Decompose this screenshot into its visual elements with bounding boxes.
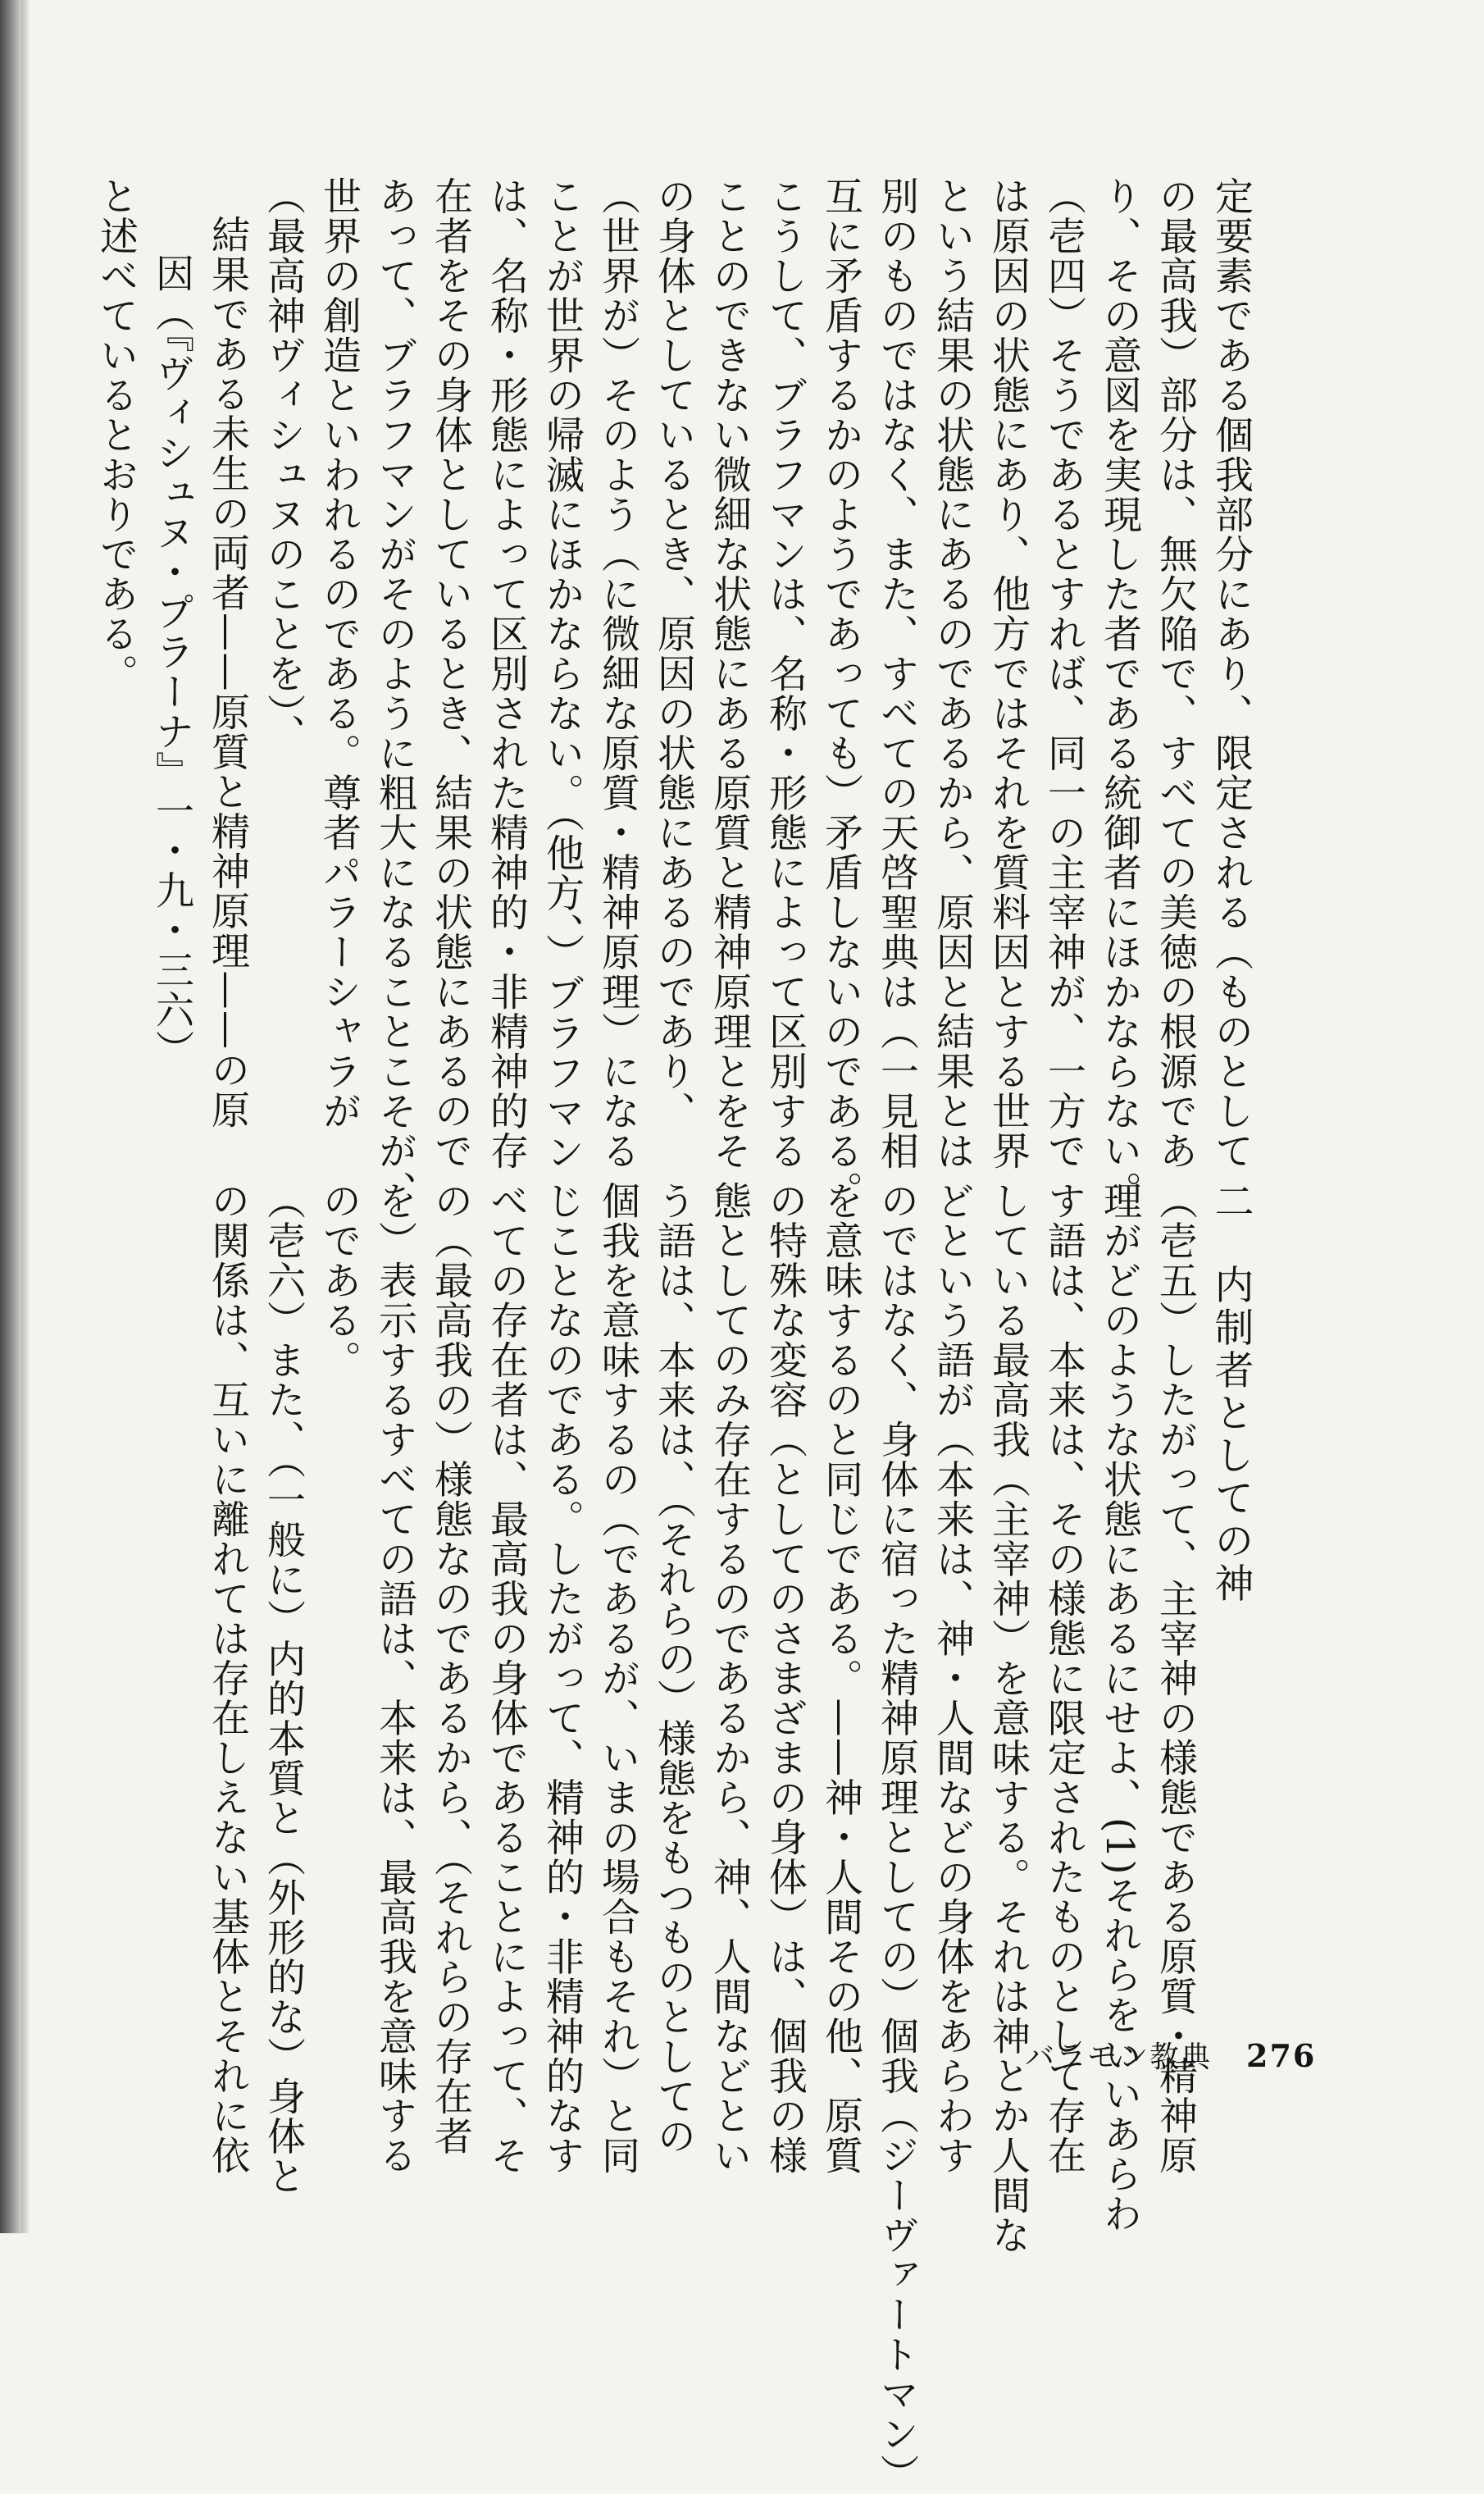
text-line: （壱六）また、（一般に）内的本質と（外形的な）身体と xyxy=(261,1181,306,2196)
text-line: という結果の状態にあるのであるから、原因と結果とは xyxy=(930,176,975,1171)
text-line: （壱四）そうであるとすれば、同一の主宰神が、一方で xyxy=(1041,176,1086,1171)
text-line: の関係は、互いに離れては存在しえない基体とそれに依 xyxy=(205,1181,250,2176)
book-binding-shadow xyxy=(0,0,21,2233)
text-line: のではなく、身体に宿った精神原理としての）個我（ジーヴァートマン） xyxy=(874,1181,919,2494)
text-line: 個我を意味するの（であるが、いまの場合もそれ）と同 xyxy=(595,1181,640,2176)
page-number: 276 xyxy=(1246,2037,1317,2074)
text-line: を意味するのと同じである。——神・人間その他、原質 xyxy=(818,1181,863,2176)
text-line: 定要素である個我部分にあり、限定される（ものとして xyxy=(1209,176,1254,1171)
text-line: している最高我（主宰神）を意味する。それは神とか人間な xyxy=(986,1181,1031,2255)
text-line: べての存在者は、最高我の身体であることによって、そ xyxy=(484,1181,529,2176)
text-line: と述べているとおりである。 xyxy=(93,176,139,694)
section-heading xyxy=(1203,1181,1259,2132)
text-line: のである。 xyxy=(316,1181,362,1380)
lower-text-block xyxy=(199,1181,1259,2494)
text-line: は、名称・形態によって区別された精神的・非精神的存 xyxy=(484,176,529,1171)
text-line: の身体としているとき、原因の状態にあるのであり、 xyxy=(651,176,696,1131)
text-line: 世界の創造といわれるのである。尊者パラーシャラが xyxy=(316,176,362,1131)
quote-line: 因（『ヴィシュヌ・プラーナ』一・九・三六） xyxy=(149,253,194,1069)
text-line: を）表示するすべての語は、本来は、最高我を意味する xyxy=(372,1181,417,2176)
page-footer xyxy=(1025,2034,1316,2076)
text-line: 別のものではなく、また、すべての天啓聖典は（一見相 xyxy=(874,176,919,1171)
text-line: す語は、本来は、その様態に限定されたものとして存在 xyxy=(1041,1181,1086,2176)
text-line: （最高神ヴィシュヌのことを）、 xyxy=(261,176,306,754)
text-line: （壱五）したがって、主宰神の様態である原質・精神原 xyxy=(1153,1181,1198,2176)
text-line: り、その意図を実現した者である統御者にほかならない。 xyxy=(1097,176,1142,1211)
text-line: 態としてのみ存在するのであるから、神、人間などとい xyxy=(707,1181,752,2176)
text-line: の（最高我の）様態なのであるから、（それらの存在者 xyxy=(428,1181,473,2156)
upper-text-block xyxy=(88,176,1259,1211)
text-line: は原因の状態にあり、他方ではそれを質料因とする世界 xyxy=(986,176,1031,1171)
text-line: ことが世界の帰滅にほかならない。（他方、）ブラフマン xyxy=(539,176,585,1172)
text-line: こうして、ブラフマンは、名称・形態によって区別する xyxy=(762,176,808,1171)
text-line: じことなのである。したがって、精神的・非精神的なす xyxy=(539,1181,585,2176)
text-line: 互に矛盾するかのようであっても）矛盾しないのである。 xyxy=(818,176,863,1211)
text-line: の特殊な変容（としてのさまざまの身体）は、個我の様 xyxy=(762,1181,808,2176)
section-title: 内制者としての神 xyxy=(1208,1264,1254,1606)
text-line: の最高我）部分は、無欠陥で、すべての美徳の根源であ xyxy=(1153,176,1198,1171)
text-line: （世界が）そのよう（に微細な原質・精神原理）になる xyxy=(595,176,640,1171)
quote-line: 結果である未生の両者——原質と精神原理——の原 xyxy=(205,215,250,1130)
text-line: どという語が（本来は、神・人間などの身体をあらわす xyxy=(930,1181,975,2176)
text-line: 理がどのような状態にあるにせよ、(1)それらをいいあらわ xyxy=(1097,1181,1142,2234)
section-number: 二 xyxy=(1208,1181,1254,1224)
text-line: 在者をその身体としているとき、結果の状態にあるので xyxy=(428,176,473,1171)
running-title: バラモン教典 xyxy=(1025,2040,1213,2074)
text-line: あって、ブラフマンがそのように粗大になることこそが、 xyxy=(372,176,417,1211)
book-binding-gutter xyxy=(21,0,30,2233)
text-line: う語は、本来は、（それらの）様態をもつものとしての xyxy=(651,1181,696,2156)
text-line: ことのできない微細な状態にある原質と精神原理とをそ xyxy=(707,176,752,1171)
